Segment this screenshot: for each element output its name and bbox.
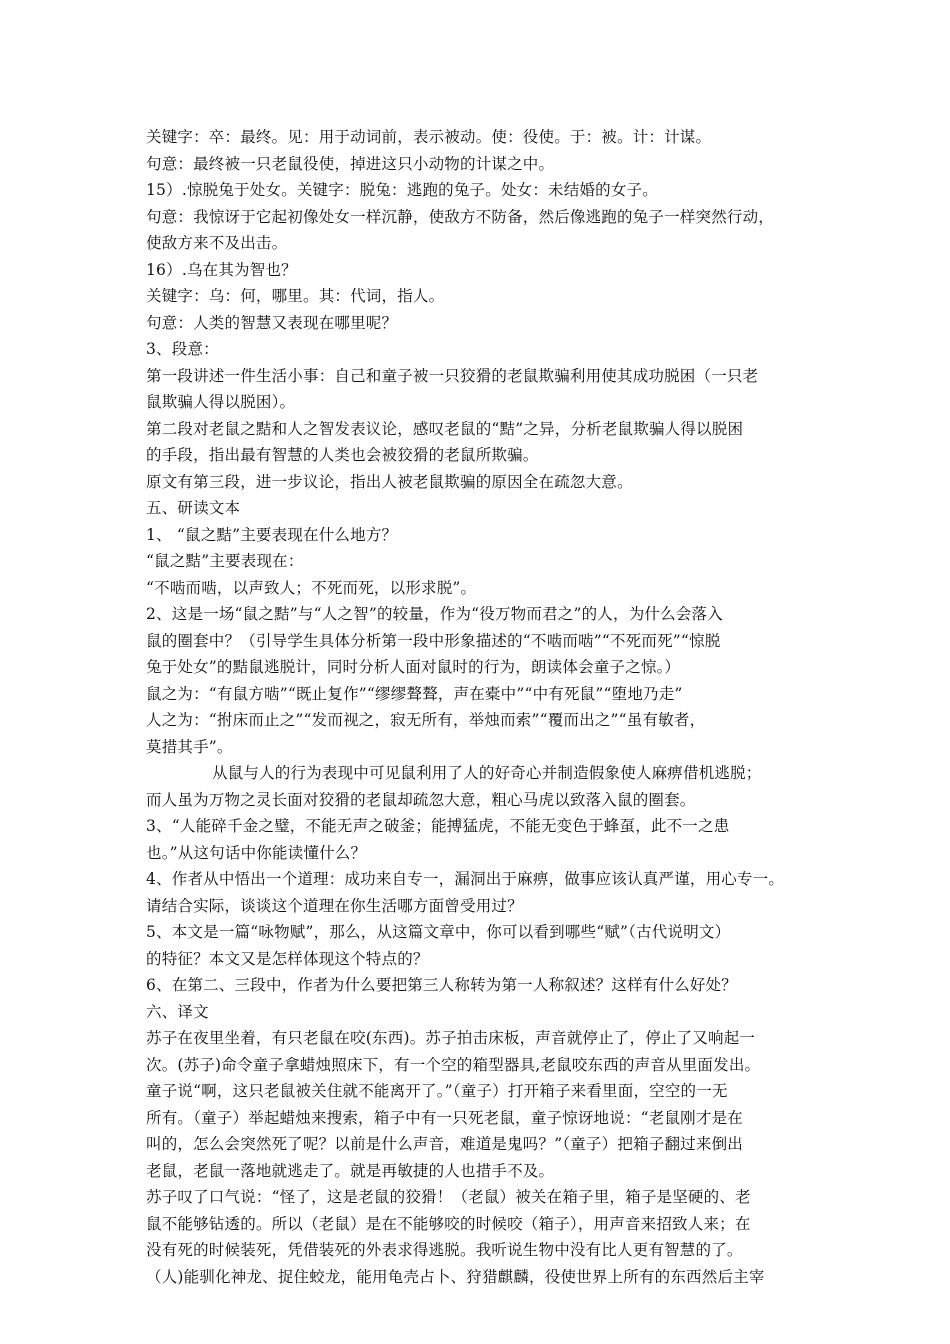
text-line: 苏子叹了口气说：“怪了，这是老鼠的狡猾！（老鼠）被关在箱子里，箱子是坚硬的、老 xyxy=(146,1188,751,1206)
text-line: “不啮而啮，以声致人；不死而死，以形求脱”。 xyxy=(146,578,477,597)
text-line: 而人虽为万物之灵长面对狡猾的老鼠却疏忽大意，粗心马虎以致落入鼠的圈套。 xyxy=(146,790,696,809)
text-line: 1、 “鼠之黠”主要表现在什么地方？ xyxy=(146,525,398,544)
text-line: 原文有第三段，进一步议论，指出人被老鼠欺骗的原因全在疏忽大意。 xyxy=(146,472,633,491)
text-line: 没有死的时候装死，凭借装死的外表求得逃脱。我听说生物中没有比人更有智慧的了。 xyxy=(146,1241,743,1259)
text-line: 关键字：乌：何，哪里。其：代词，指人。 xyxy=(146,287,445,305)
text-line: 句意：人类的智慧又表现在哪里呢？ xyxy=(146,313,398,332)
text-line: 请结合实际，谈谈这个道理在你生活哪方面曾受用过？ xyxy=(146,896,523,915)
text-line: 老鼠，老鼠一落地就逃走了。就是再敏捷的人也措手不及。 xyxy=(146,1161,555,1180)
text-line: 叫的，怎么会突然死了呢？以前是什么声音，难道是鬼吗？”（童子）把箱子翻过来倒出 xyxy=(146,1135,743,1153)
text-line: 苏子在夜里坐着，有只老鼠在咬(东西)。苏子拍击床板，声音就停止了，停止了又响起一 xyxy=(146,1029,756,1047)
text-line: 童子说“啊，这只老鼠被关住就不能离开了。”（童子）打开箱子来看里面，空空的一无 xyxy=(146,1082,728,1100)
document-body xyxy=(146,124,826,1290)
text-line: 鼠不能够钻透的。所以（老鼠）是在不能够咬的时候咬（箱子），用声音来招致人来；在 xyxy=(146,1214,751,1233)
text-line: 4、作者从中悟出一个道理：成功来自专一，漏洞出于麻痹，做事应该认真严谨，用心专一。 xyxy=(146,870,785,888)
text-line: （人)能驯化神龙、捉住蛟龙，能用龟壳占卜、狩猎麒麟，役使世界上所有的东西然后主宰 xyxy=(146,1267,765,1286)
text-line: 次。(苏子)命令童子拿蜡烛照床下，有一个空的箱型器具,老鼠咬东西的声音从里面发出。 xyxy=(146,1055,761,1074)
text-line: 所有。（童子）举起蜡烛来搜索，箱子中有一只死老鼠，童子惊讶地说：“老鼠刚才是在 xyxy=(146,1108,743,1127)
text-line: 人之为：“拊床而止之”“发而视之，寂无所有，举烛而索”“覆而出之”“虽有敏者， xyxy=(146,711,706,729)
text-line: 6、在第二、三段中，作者为什么要把第三人称转为第一人称叙述？这样有什么好处？ xyxy=(146,976,737,994)
text-line: 2、这是一场“鼠之黠”与“人之智”的较量，作为“役万物而君之”的人，为什么会落入 xyxy=(146,605,723,623)
text-line: 鼠欺骗人得以脱困）。 xyxy=(146,393,296,411)
text-line: 鼠的圈套中？（引导学生具体分析第一段中形象描述的“不啮而啮”“不死而死”“惊脱 xyxy=(146,631,721,650)
text-line: 句意：我惊讶于它起初像处女一样沉静，使敌方不防备，然后像逃跑的兔子一样突然行动， xyxy=(146,207,775,226)
text-line: 五、研读文本 xyxy=(146,499,241,517)
text-line: 关键字：卒：最终。见：用于动词前，表示被动。使：役使。于：被。计：计谋。 xyxy=(146,128,712,146)
text-line: 兔于处女”的黠鼠逃脱计，同时分析人面对鼠时的行为，朗读体会童子之惊。） xyxy=(146,658,681,676)
text-line: 莫措其手”。 xyxy=(146,737,233,756)
text-line: 从鼠与人的行为表现中可见鼠利用了人的好奇心并制造假象使人麻痹借机逃脱； xyxy=(212,764,762,782)
text-line: 3、“人能碎千金之璧，不能无声之破釜；能搏猛虎，不能无变色于蜂虿，此不一之患 xyxy=(146,817,730,835)
text-line: “鼠之黠”主要表现在： xyxy=(146,552,304,570)
text-line: 3、段意： xyxy=(146,340,219,358)
text-line: 六、译文 xyxy=(146,1002,209,1021)
text-line: 鼠之为：“有鼠方啮”“既止复作”“缪缪聱聱，声在橐中”“中有死鼠”“堕地乃走” xyxy=(146,684,683,703)
text-line: 15）.惊脱兔于处女。关键字：脱兔：逃跑的兔子。处女：未结婚的女子。 xyxy=(146,181,658,199)
text-line: 第二段对老鼠之黠和人之智发表议论，感叹老鼠的“黠”之异，分析老鼠欺骗人得以脱困 xyxy=(146,419,744,438)
text-line: 句意：最终被一只老鼠役使，掉进这只小动物的计谋之中。 xyxy=(146,154,555,173)
text-line: 第一段讲述一件生活小事：自己和童子被一只狡猾的老鼠欺骗利用使其成功脱困（一只老 xyxy=(146,366,759,385)
text-line: 的手段，指出最有智慧的人类也会被狡猾的老鼠所欺骗。 xyxy=(146,446,539,464)
text-line: 5、本文是一篇“咏物赋”，那么，从这篇文章中，你可以看到哪些“赋”（古代说明文） xyxy=(146,923,731,941)
text-line: 也。”从这句话中你能读懂什么？ xyxy=(146,843,367,862)
text-line: 的特征？本文又是怎样体现这个特点的？ xyxy=(146,949,429,968)
text-line: 使敌方来不及出击。 xyxy=(146,234,288,252)
text-line: 16）.乌在其为智也？ xyxy=(146,260,297,279)
